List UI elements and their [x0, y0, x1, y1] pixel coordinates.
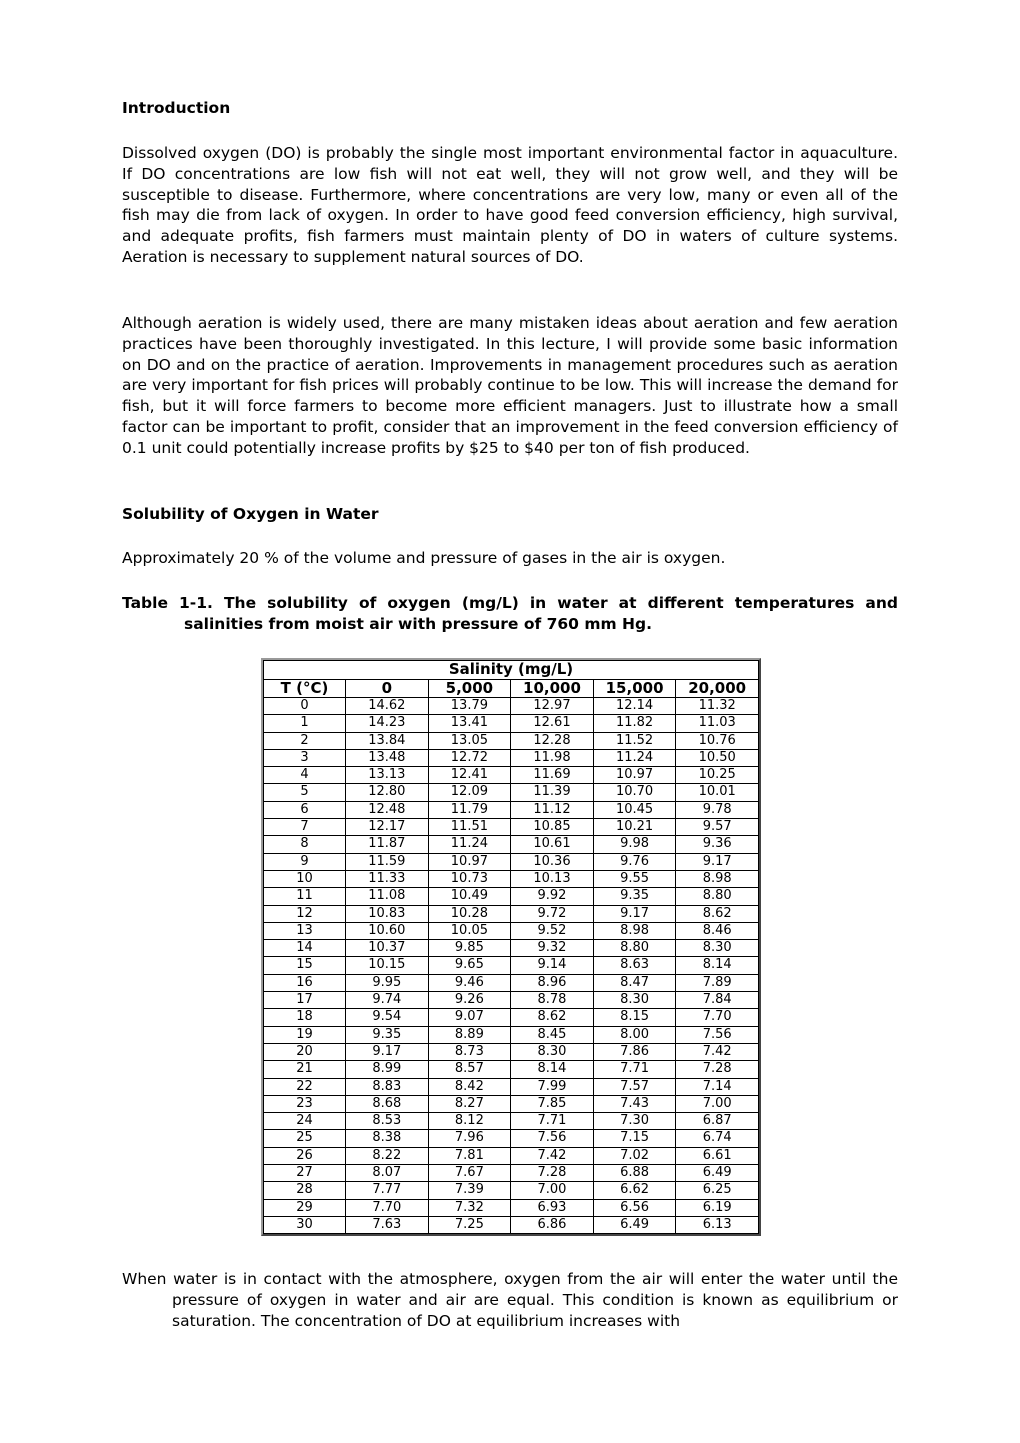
solubility-cell: 8.62: [511, 1009, 594, 1026]
solubility-cell: 11.87: [346, 836, 429, 853]
solubility-cell: 9.17: [676, 853, 759, 870]
solubility-cell: 9.85: [428, 940, 511, 957]
table-row: [264, 1130, 759, 1147]
solubility-cell: 8.53: [346, 1113, 429, 1130]
solubility-cell: 12.41: [428, 767, 511, 784]
solubility-cell: 10.70: [593, 784, 676, 801]
table-row: [264, 1009, 759, 1026]
solubility-cell: 9.72: [511, 905, 594, 922]
solubility-cell: 10.25: [676, 767, 759, 784]
solubility-cell: 11.03: [676, 715, 759, 732]
solubility-cell: 7.02: [593, 1147, 676, 1164]
solubility-cell: 7.25: [428, 1216, 511, 1233]
table-body: [264, 698, 759, 1234]
solubility-cell: 10.13: [511, 870, 594, 887]
solubility-cell: 9.65: [428, 957, 511, 974]
temperature-cell: 25: [264, 1130, 346, 1147]
temperature-cell: 14: [264, 940, 346, 957]
solubility-cell: 6.49: [676, 1165, 759, 1182]
column-header-salinity: 15,000: [593, 679, 676, 698]
temperature-cell: 2: [264, 732, 346, 749]
solubility-cell: 7.00: [676, 1095, 759, 1112]
solubility-cell: 9.07: [428, 1009, 511, 1026]
temperature-cell: 17: [264, 992, 346, 1009]
solubility-cell: 7.70: [346, 1199, 429, 1216]
solubility-cell: 8.46: [676, 922, 759, 939]
solubility-cell: 7.63: [346, 1216, 429, 1233]
solubility-cell: 9.98: [593, 836, 676, 853]
solubility-cell: 11.24: [428, 836, 511, 853]
column-header-salinity: 0: [346, 679, 429, 698]
table-row: [264, 922, 759, 939]
solubility-cell: 10.05: [428, 922, 511, 939]
solubility-cell: 12.48: [346, 801, 429, 818]
solubility-cell: 6.25: [676, 1182, 759, 1199]
solubility-cell: 7.15: [593, 1130, 676, 1147]
solubility-cell: 9.57: [676, 819, 759, 836]
solubility-cell: 6.13: [676, 1216, 759, 1233]
temperature-cell: 12: [264, 905, 346, 922]
solubility-cell: 9.52: [511, 922, 594, 939]
table-row: [264, 905, 759, 922]
temperature-cell: 10: [264, 870, 346, 887]
table-row: [264, 940, 759, 957]
solubility-cell: 6.87: [676, 1113, 759, 1130]
solubility-cell: 7.57: [593, 1078, 676, 1095]
table-row: [264, 870, 759, 887]
solubility-cell: 9.17: [346, 1043, 429, 1060]
solubility-cell: 7.99: [511, 1078, 594, 1095]
solubility-cell: 8.80: [676, 888, 759, 905]
solubility-cell: 8.38: [346, 1130, 429, 1147]
table-row: [264, 1113, 759, 1130]
column-header-salinity: 10,000: [511, 679, 594, 698]
solubility-cell: 8.68: [346, 1095, 429, 1112]
solubility-cell: 12.14: [593, 698, 676, 715]
solubility-cell: 11.59: [346, 853, 429, 870]
temperature-cell: 0: [264, 698, 346, 715]
solubility-cell: 8.22: [346, 1147, 429, 1164]
temperature-cell: 11: [264, 888, 346, 905]
solubility-cell: 11.08: [346, 888, 429, 905]
solubility-cell: 8.62: [676, 905, 759, 922]
solubility-cell: 8.89: [428, 1026, 511, 1043]
temperature-cell: 29: [264, 1199, 346, 1216]
solubility-cell: 9.35: [346, 1026, 429, 1043]
solubility-cell: 8.45: [511, 1026, 594, 1043]
solubility-cell: 8.83: [346, 1078, 429, 1095]
table-row: [264, 819, 759, 836]
solubility-cell: 8.98: [676, 870, 759, 887]
solubility-cell: 10.73: [428, 870, 511, 887]
solubility-cell: 8.30: [676, 940, 759, 957]
solubility-cell: 8.30: [511, 1043, 594, 1060]
solubility-cell: 13.05: [428, 732, 511, 749]
intro-paragraph-2: Although aeration is widely used, there are many mistaken ideas about aeration and few aeration practices have been thoroughly investigated. In this lecture, I will provide some basic information on DO and on the practice of aeration. Improvements in management procedures such as aeration are very important for fish prices will probably continue to be low. This will increase the demand for fish, but it will force farmers to become more efficient managers. Just to illustrate how a small factor can be important to profit, consider that an improvement in the feed conversion efficiency of 0.1 unit could potentially increase profits by $25 to $40 per ton of fish produced.: [122, 314, 898, 457]
solubility-cell: 10.76: [676, 732, 759, 749]
solubility-cell: 14.23: [346, 715, 429, 732]
table-header-row: [264, 679, 759, 698]
solubility-cell: 7.71: [511, 1113, 594, 1130]
solubility-cell: 8.73: [428, 1043, 511, 1060]
temperature-cell: 7: [264, 819, 346, 836]
solubility-cell: 8.57: [428, 1061, 511, 1078]
temperature-cell: 19: [264, 1026, 346, 1043]
solubility-cell: 9.55: [593, 870, 676, 887]
solubility-cell: 7.30: [593, 1113, 676, 1130]
solubility-cell: 8.14: [511, 1061, 594, 1078]
table-caption: Table 1-1. The solubility of oxygen (mg/L) in water at different temperatures and salinities from moist air with pressure of 760 mm Hg.: [122, 594, 898, 633]
solubility-cell: 8.00: [593, 1026, 676, 1043]
table-row: [264, 1026, 759, 1043]
table-row: [264, 732, 759, 749]
solubility-cell: 6.19: [676, 1199, 759, 1216]
solubility-cell: 7.71: [593, 1061, 676, 1078]
solubility-paragraph: Approximately 20 % of the volume and pressure of gases in the air is oxygen.: [122, 549, 726, 567]
temperature-cell: 20: [264, 1043, 346, 1060]
solubility-cell: 10.83: [346, 905, 429, 922]
solubility-cell: 7.00: [511, 1182, 594, 1199]
table-row: [264, 1061, 759, 1078]
temperature-cell: 23: [264, 1095, 346, 1112]
solubility-cell: 14.62: [346, 698, 429, 715]
solubility-cell: 8.78: [511, 992, 594, 1009]
column-header-salinity: 20,000: [676, 679, 759, 698]
solubility-cell: 9.95: [346, 974, 429, 991]
temperature-cell: 27: [264, 1165, 346, 1182]
solubility-cell: 8.14: [676, 957, 759, 974]
temperature-cell: 30: [264, 1216, 346, 1233]
intro-paragraph-1: Dissolved oxygen (DO) is probably the single most important environmental factor in aquaculture. If DO concentrations are low fish will not eat well, they will not grow well, and they will be susceptible to disease. Furthermore, where concentrations are very low, many or even all of the fish may die from lack of oxygen. In order to have good feed conversion efficiency, high survival, and adequate profits, fish farmers must maintain plenty of DO in waters of culture systems. Aeration is necessary to supplement natural sources of DO.: [122, 144, 898, 266]
solubility-cell: 6.93: [511, 1199, 594, 1216]
solubility-cell: 11.51: [428, 819, 511, 836]
table-row: [264, 1199, 759, 1216]
table-row: [264, 1078, 759, 1095]
solubility-cell: 8.80: [593, 940, 676, 957]
solubility-cell: 8.42: [428, 1078, 511, 1095]
table-row: [264, 767, 759, 784]
temperature-cell: 4: [264, 767, 346, 784]
solubility-cell: 10.60: [346, 922, 429, 939]
solubility-cell: 12.09: [428, 784, 511, 801]
table-row: [264, 1216, 759, 1233]
solubility-cell: 7.32: [428, 1199, 511, 1216]
table-row: [264, 836, 759, 853]
table-row: [264, 1095, 759, 1112]
temperature-cell: 6: [264, 801, 346, 818]
temperature-cell: 3: [264, 749, 346, 766]
column-header-temperature: T (°C): [264, 679, 346, 698]
solubility-cell: 7.39: [428, 1182, 511, 1199]
solubility-cell: 13.84: [346, 732, 429, 749]
table-group-header-row: [264, 661, 759, 680]
temperature-cell: 1: [264, 715, 346, 732]
equilibrium-paragraph: When water is in contact with the atmosphere, oxygen from the air will enter the water until the pressure of oxygen in water and air are equal. This condition is known as equilibrium or saturation. The concentration of DO at equilibrium increases with: [122, 1270, 898, 1330]
solubility-cell: 6.61: [676, 1147, 759, 1164]
temperature-cell: 16: [264, 974, 346, 991]
table-row: [264, 749, 759, 766]
table-row: [264, 784, 759, 801]
solubility-cell: 11.33: [346, 870, 429, 887]
solubility-cell: 10.36: [511, 853, 594, 870]
temperature-cell: 15: [264, 957, 346, 974]
solubility-cell: 9.32: [511, 940, 594, 957]
solubility-cell: 7.14: [676, 1078, 759, 1095]
table-row: [264, 715, 759, 732]
solubility-cell: 8.98: [593, 922, 676, 939]
temperature-cell: 9: [264, 853, 346, 870]
solubility-cell: 9.74: [346, 992, 429, 1009]
solubility-cell: 11.98: [511, 749, 594, 766]
column-header-salinity: 5,000: [428, 679, 511, 698]
solubility-cell: 13.41: [428, 715, 511, 732]
solubility-cell: 9.26: [428, 992, 511, 1009]
solubility-cell: 10.97: [428, 853, 511, 870]
temperature-cell: 24: [264, 1113, 346, 1130]
temperature-cell: 26: [264, 1147, 346, 1164]
solubility-cell: 7.70: [676, 1009, 759, 1026]
solubility-cell: 11.82: [593, 715, 676, 732]
solubility-cell: 11.32: [676, 698, 759, 715]
table-row: [264, 888, 759, 905]
table-row: [264, 1182, 759, 1199]
solubility-cell: 7.42: [676, 1043, 759, 1060]
solubility-cell: 13.79: [428, 698, 511, 715]
solubility-cell: 6.86: [511, 1216, 594, 1233]
solubility-cell: 10.85: [511, 819, 594, 836]
solubility-cell: 11.39: [511, 784, 594, 801]
solubility-cell: 11.52: [593, 732, 676, 749]
solubility-cell: 7.84: [676, 992, 759, 1009]
solubility-cell: 7.56: [676, 1026, 759, 1043]
solubility-cell: 12.80: [346, 784, 429, 801]
solubility-cell: 6.56: [593, 1199, 676, 1216]
solubility-cell: 9.14: [511, 957, 594, 974]
solubility-cell: 13.13: [346, 767, 429, 784]
solubility-cell: 10.28: [428, 905, 511, 922]
solubility-cell: 6.74: [676, 1130, 759, 1147]
solubility-cell: 6.49: [593, 1216, 676, 1233]
solubility-cell: 12.97: [511, 698, 594, 715]
solubility-cell: 7.86: [593, 1043, 676, 1060]
solubility-cell: 8.12: [428, 1113, 511, 1130]
temperature-cell: 21: [264, 1061, 346, 1078]
temperature-cell: 8: [264, 836, 346, 853]
solubility-cell: 10.49: [428, 888, 511, 905]
solubility-table: [261, 658, 761, 1236]
temperature-cell: 13: [264, 922, 346, 939]
solubility-cell: 7.77: [346, 1182, 429, 1199]
solubility-cell: 8.99: [346, 1061, 429, 1078]
solubility-cell: 9.35: [593, 888, 676, 905]
solubility-cell: 6.62: [593, 1182, 676, 1199]
solubility-cell: 10.50: [676, 749, 759, 766]
solubility-cell: 7.43: [593, 1095, 676, 1112]
salinity-group-header: Salinity (mg/L): [264, 661, 759, 680]
temperature-cell: 22: [264, 1078, 346, 1095]
solubility-cell: 7.42: [511, 1147, 594, 1164]
solubility-cell: 7.96: [428, 1130, 511, 1147]
solubility-cell: 10.97: [593, 767, 676, 784]
temperature-cell: 18: [264, 1009, 346, 1026]
solubility-cell: 12.72: [428, 749, 511, 766]
solubility-cell: 8.07: [346, 1165, 429, 1182]
solubility-cell: 9.76: [593, 853, 676, 870]
solubility-cell: 8.63: [593, 957, 676, 974]
solubility-cell: 7.28: [511, 1165, 594, 1182]
solubility-cell: 12.61: [511, 715, 594, 732]
solubility-cell: 10.15: [346, 957, 429, 974]
solubility-cell: 11.12: [511, 801, 594, 818]
solubility-cell: 11.24: [593, 749, 676, 766]
solubility-cell: 11.79: [428, 801, 511, 818]
solubility-cell: 8.30: [593, 992, 676, 1009]
table-row: [264, 1043, 759, 1060]
table-row: [264, 853, 759, 870]
table-row: [264, 1147, 759, 1164]
solubility-cell: 11.69: [511, 767, 594, 784]
solubility-cell: 7.89: [676, 974, 759, 991]
table-row: [264, 957, 759, 974]
solubility-cell: 9.46: [428, 974, 511, 991]
heading-solubility: Solubility of Oxygen in Water: [122, 505, 379, 523]
solubility-cell: 8.96: [511, 974, 594, 991]
solubility-cell: 10.61: [511, 836, 594, 853]
temperature-cell: 28: [264, 1182, 346, 1199]
solubility-cell: 7.81: [428, 1147, 511, 1164]
temperature-cell: 5: [264, 784, 346, 801]
table-row: [264, 801, 759, 818]
solubility-cell: 13.48: [346, 749, 429, 766]
solubility-cell: 10.45: [593, 801, 676, 818]
solubility-cell: 6.88: [593, 1165, 676, 1182]
table-row: [264, 974, 759, 991]
solubility-cell: 9.78: [676, 801, 759, 818]
solubility-cell: 7.56: [511, 1130, 594, 1147]
solubility-cell: 12.17: [346, 819, 429, 836]
solubility-cell: 9.92: [511, 888, 594, 905]
solubility-cell: 9.36: [676, 836, 759, 853]
solubility-cell: 8.47: [593, 974, 676, 991]
solubility-cell: 9.54: [346, 1009, 429, 1026]
table-row: [264, 1165, 759, 1182]
solubility-cell: 7.85: [511, 1095, 594, 1112]
solubility-cell: 8.27: [428, 1095, 511, 1112]
solubility-cell: 7.67: [428, 1165, 511, 1182]
solubility-cell: 8.15: [593, 1009, 676, 1026]
solubility-cell: 10.21: [593, 819, 676, 836]
solubility-cell: 10.37: [346, 940, 429, 957]
solubility-cell: 12.28: [511, 732, 594, 749]
solubility-cell: 9.17: [593, 905, 676, 922]
heading-introduction: Introduction: [122, 99, 231, 117]
solubility-cell: 7.28: [676, 1061, 759, 1078]
table-row: [264, 698, 759, 715]
table-row: [264, 992, 759, 1009]
solubility-cell: 10.01: [676, 784, 759, 801]
